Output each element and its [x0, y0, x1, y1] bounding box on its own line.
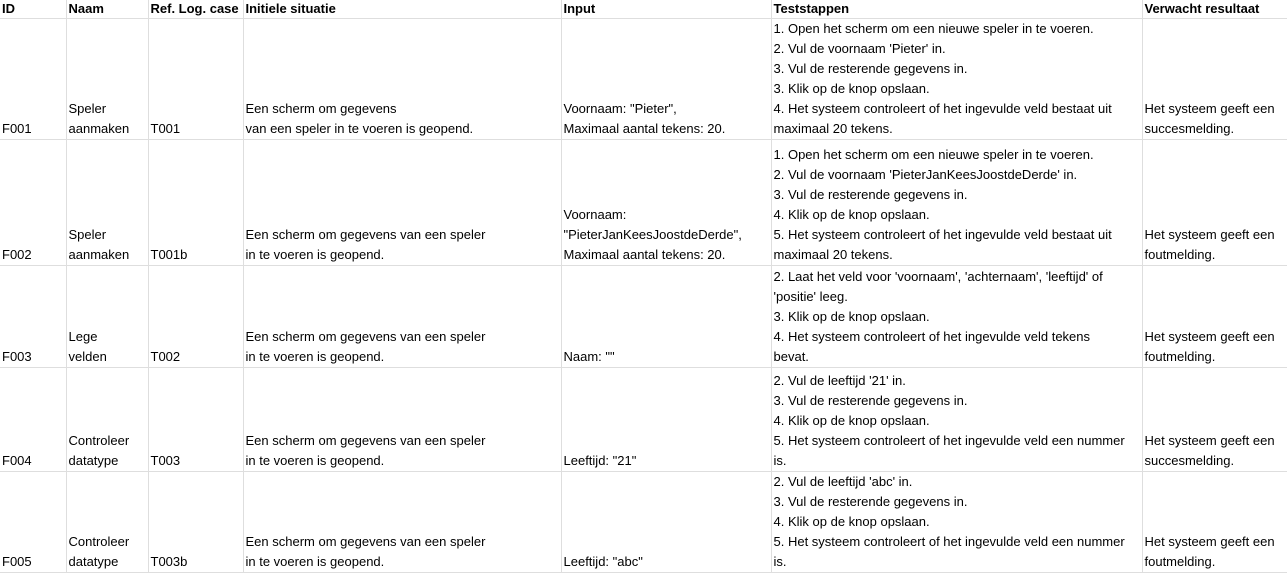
cell-line: 2. Vul de voornaam 'Pieter' in. — [773, 41, 946, 56]
cell-text-lines — [246, 431, 559, 471]
cell-line: aanmaken — [68, 247, 130, 262]
cell-line: 3. Vul de resterende gegevens in. — [773, 393, 968, 408]
cell-line: 3. Klik op de knop opslaan. — [773, 81, 930, 96]
cell-text-lines — [246, 532, 559, 572]
cell-text-lines — [774, 371, 1140, 471]
cell-text-lines — [69, 532, 146, 572]
cell-text-lines — [246, 225, 559, 265]
cell-text-lines — [1145, 431, 1285, 471]
cell-line: 3. Vul de resterende gegevens in. — [773, 61, 968, 76]
cell-id[interactable]: F004 — [0, 368, 66, 472]
cell-line: succesmelding. — [1144, 121, 1235, 136]
cell-text-lines — [774, 145, 1140, 265]
cell-line: in te voeren is geopend. — [245, 349, 385, 364]
cell-verwacht-resultaat[interactable] — [1142, 19, 1287, 140]
cell-line: Controleer — [68, 433, 130, 448]
cell-line: Het systeem geeft een — [1144, 101, 1275, 116]
cell-line: Het systeem geeft een — [1144, 227, 1275, 242]
header-initiele-situatie[interactable]: Initiele situatie — [243, 0, 561, 19]
cell-text-lines — [1145, 225, 1285, 265]
cell-line: Een scherm om gegevens van een speler — [245, 329, 486, 344]
cell-line: aanmaken — [68, 121, 130, 136]
header-verwacht-resultaat[interactable]: Verwacht resultaat — [1142, 0, 1287, 19]
cell-ref-log-case[interactable]: T003 — [148, 368, 243, 472]
cell-line: 5. Het systeem controleert of het ingevulde veld een nummer — [773, 534, 1125, 549]
cell-line: 2. Vul de leeftijd 'abc' in. — [773, 474, 913, 489]
cell-line: 4. Klik op de knop opslaan. — [773, 413, 930, 428]
cell-line: foutmelding. — [1144, 349, 1216, 364]
cell-id[interactable]: F001 — [0, 19, 66, 140]
cell-line: 2. Laat het veld voor 'voornaam', 'achternaam', 'leeftijd' of — [773, 269, 1103, 284]
cell-initiele-situatie[interactable] — [243, 19, 561, 140]
cell-naam[interactable] — [66, 266, 148, 368]
cell-line: datatype — [68, 453, 119, 468]
cell-line: 'positie' leeg. — [773, 289, 848, 304]
table-row — [0, 266, 1287, 368]
cell-initiele-situatie[interactable] — [243, 140, 561, 266]
cell-text-lines — [246, 99, 559, 139]
cell-text-lines — [69, 99, 146, 139]
cell-verwacht-resultaat[interactable] — [1142, 368, 1287, 472]
cell-line: Een scherm om gegevens van een speler — [245, 433, 486, 448]
cell-text-lines — [774, 19, 1140, 139]
cell-ref-log-case[interactable]: T001b — [148, 140, 243, 266]
cell-line: 2. Vul de leeftijd '21' in. — [773, 373, 906, 388]
cell-teststappen[interactable] — [771, 472, 1142, 573]
cell-initiele-situatie[interactable] — [243, 472, 561, 573]
cell-text-lines — [564, 205, 769, 265]
cell-input[interactable] — [561, 19, 771, 140]
cell-line: in te voeren is geopend. — [245, 453, 385, 468]
cell-text-lines — [1145, 99, 1285, 139]
cell-input[interactable] — [561, 140, 771, 266]
cell-line: Naam: "" — [563, 349, 615, 364]
cell-text-lines — [1145, 327, 1285, 367]
cell-text-lines — [564, 552, 769, 572]
cell-initiele-situatie[interactable] — [243, 266, 561, 368]
cell-text-lines — [564, 451, 769, 471]
cell-line: maximaal 20 tekens. — [773, 247, 893, 262]
cell-ref-log-case[interactable]: T001 — [148, 19, 243, 140]
header-ref-log-case[interactable]: Ref. Log. case — [148, 0, 243, 19]
cell-line: foutmelding. — [1144, 247, 1216, 262]
table-row — [0, 368, 1287, 472]
cell-line: 1. Open het scherm om een nieuwe speler in te voeren. — [773, 147, 1094, 162]
cell-line: 3. Vul de resterende gegevens in. — [773, 187, 968, 202]
cell-teststappen[interactable] — [771, 19, 1142, 140]
cell-ref-log-case[interactable]: T002 — [148, 266, 243, 368]
cell-line: "PieterJanKeesJoostdeDerde", — [563, 227, 742, 242]
cell-input[interactable] — [561, 472, 771, 573]
cell-line: Speler — [68, 101, 107, 116]
cell-naam[interactable] — [66, 140, 148, 266]
cell-text-lines — [246, 327, 559, 367]
cell-line: Een scherm om gegevens — [245, 101, 397, 116]
cell-id[interactable]: F002 — [0, 140, 66, 266]
cell-input[interactable] — [561, 368, 771, 472]
cell-line: Lege — [68, 329, 98, 344]
table-row — [0, 19, 1287, 140]
cell-verwacht-resultaat[interactable] — [1142, 472, 1287, 573]
cell-line: velden — [68, 349, 107, 364]
cell-line: van een speler in te voeren is geopend. — [245, 121, 474, 136]
cell-ref-log-case[interactable]: T003b — [148, 472, 243, 573]
cell-text-lines — [564, 347, 769, 367]
cell-line: 2. Vul de voornaam 'PieterJanKeesJoostdeDerde' in. — [773, 167, 1078, 182]
cell-text-lines — [69, 225, 146, 265]
cell-initiele-situatie[interactable] — [243, 368, 561, 472]
cell-line: 4. Het systeem controleert of het ingevulde veld bestaat uit — [773, 101, 1112, 116]
cell-line: Speler — [68, 227, 107, 242]
cell-id[interactable]: F005 — [0, 472, 66, 573]
cell-line: 4. Klik op de knop opslaan. — [773, 207, 930, 222]
cell-teststappen[interactable] — [771, 368, 1142, 472]
cell-line: 1. Open het scherm om een nieuwe speler in te voeren. — [773, 21, 1094, 36]
cell-verwacht-resultaat[interactable] — [1142, 140, 1287, 266]
cell-id[interactable]: F003 — [0, 266, 66, 368]
cell-line: Een scherm om gegevens van een speler — [245, 227, 486, 242]
cell-text-lines — [774, 267, 1140, 367]
cell-line: Het systeem geeft een — [1144, 534, 1275, 549]
cell-line: 4. Het systeem controleert of het ingevulde veld tekens — [773, 329, 1091, 344]
cell-naam[interactable] — [66, 368, 148, 472]
cell-text-lines — [1145, 532, 1285, 572]
table-row — [0, 140, 1287, 266]
cell-naam[interactable] — [66, 472, 148, 573]
cell-text-lines — [774, 472, 1140, 572]
cell-line: Het systeem geeft een — [1144, 329, 1275, 344]
cell-line: Maximaal aantal tekens: 20. — [563, 121, 726, 136]
cell-line: Leeftijd: "abc" — [563, 554, 643, 569]
cell-line: Maximaal aantal tekens: 20. — [563, 247, 726, 262]
cell-teststappen[interactable] — [771, 140, 1142, 266]
header-id[interactable]: ID — [0, 0, 66, 19]
cell-line: is. — [773, 554, 787, 569]
header-teststappen[interactable]: Teststappen — [771, 0, 1142, 19]
cell-line: maximaal 20 tekens. — [773, 121, 893, 136]
cell-line: foutmelding. — [1144, 554, 1216, 569]
cell-line: Leeftijd: "21" — [563, 453, 637, 468]
cell-line: Controleer — [68, 534, 130, 549]
cell-text-lines — [564, 99, 769, 139]
cell-line: Het systeem geeft een — [1144, 433, 1275, 448]
cell-line: Voornaam: — [563, 207, 627, 222]
cell-text-lines — [69, 327, 146, 367]
cell-line: Voornaam: "Pieter", — [563, 101, 677, 116]
cell-line: 5. Het systeem controleert of het ingevulde veld een nummer — [773, 433, 1125, 448]
cell-line: bevat. — [773, 349, 809, 364]
table-row — [0, 472, 1287, 573]
cell-line: Een scherm om gegevens van een speler — [245, 534, 486, 549]
cell-text-lines — [69, 431, 146, 471]
cell-line: 4. Klik op de knop opslaan. — [773, 514, 930, 529]
cell-line: in te voeren is geopend. — [245, 247, 385, 262]
header-naam[interactable]: Naam — [66, 0, 148, 19]
cell-line: 3. Klik op de knop opslaan. — [773, 309, 930, 324]
header-input[interactable]: Input — [561, 0, 771, 19]
cell-line: 5. Het systeem controleert of het ingevulde veld bestaat uit — [773, 227, 1112, 242]
cell-verwacht-resultaat[interactable] — [1142, 266, 1287, 368]
cell-naam[interactable] — [66, 19, 148, 140]
cell-input[interactable] — [561, 266, 771, 368]
cell-line: succesmelding. — [1144, 453, 1235, 468]
cell-line: 3. Vul de resterende gegevens in. — [773, 494, 968, 509]
cell-line: datatype — [68, 554, 119, 569]
cell-teststappen[interactable] — [771, 266, 1142, 368]
header-row — [0, 0, 1287, 19]
cell-line: in te voeren is geopend. — [245, 554, 385, 569]
cell-line: is. — [773, 453, 787, 468]
